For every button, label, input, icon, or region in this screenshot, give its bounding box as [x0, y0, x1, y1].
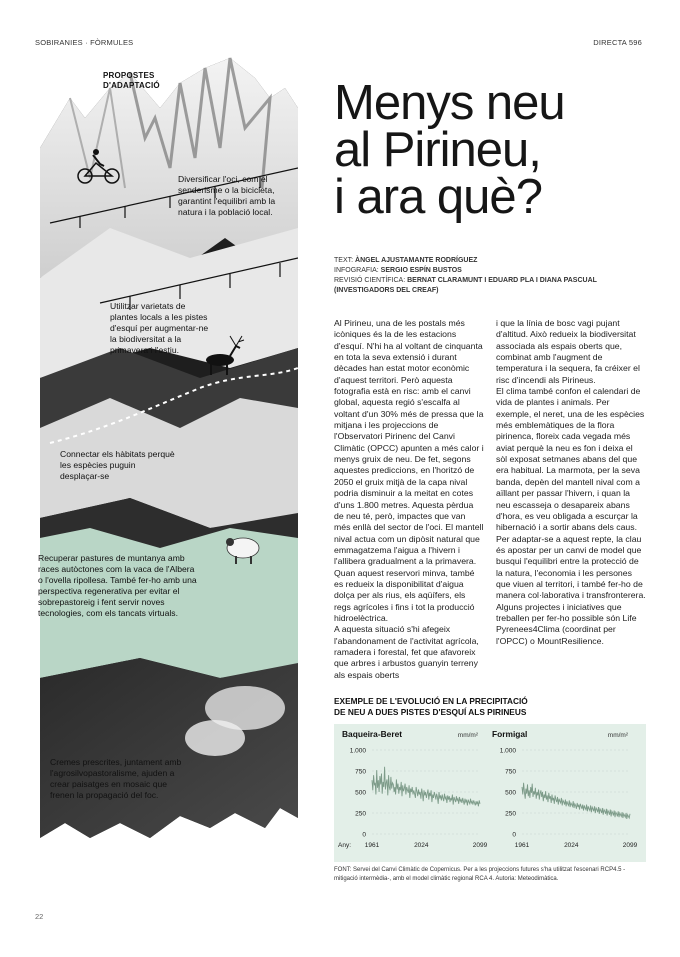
chart-unit: mm/m²	[607, 732, 628, 739]
series-line	[372, 767, 480, 807]
x-tick-label: 1961	[364, 842, 380, 849]
adaptation-label-plants: Utilitzar varietats de plantes locals a les pistes d'esquí per augmentar-ne la biodiversitat a la primavera i l'estiu.	[110, 301, 209, 355]
y-tick-label: 1.000	[349, 747, 366, 755]
paragraph: Al Pirineu, una de les postals més icòniques és la de les estacions d'esquí. N'hi ha al voltant de cinquanta en tota la seva extensió i durant dècades han estat motor econòmic d'aquest territori. Però aquesta fotografia està en risc: amb el canvi global, aquesta regió s'escalfa al voltant d'un 30% més de pressa que la mitjana i les projeccions de l'Observatori Pirinenc del Canvi Climàtic (OPCC) apunten a més calor i menys gruix de neu. De fet, segons aquestes prediccions, en l'horitzó de 2050 el gruix mitjà de la capa nival podria disminuir a la meitat en cotes d'uns 1.800 metres. Aquesta pèrdua de neu té, però, impactes que van més enllà del sector de l'oci. El mantell nival actua com un dipòsit natural que emmagatzema l'aigua a l'hivern i l'allibera gradualment a la primavera. Quan aquest reservori minva, també es redueix la disponibilitat d'aigua dolça per als rius, els aqüífers, els regs agrícoles i fins i tot la producció hidroelèctrica.	[334, 318, 484, 623]
y-tick-label: 1.000	[499, 747, 516, 755]
x-tick-label: 2024	[414, 842, 429, 849]
chart-title: Formigal	[492, 729, 528, 739]
y-tick-label: 0	[362, 831, 366, 839]
paragraph: Per adaptar-se a aquest repte, la clau és apostar per un canvi de model que busqui l'equilibri entre la protecció de la natura, l'economia i les persones que viuen al territori, i també fer-ho de manera col·laborativa i transfronterera. Alguns projectes i iniciatives que treballen per fer-ho possible són Life Pyrenees4Clima (coordinat per l'OPCC) o MountResilience.	[496, 533, 646, 646]
y-tick-label: 500	[505, 789, 516, 797]
y-tick-label: 750	[355, 768, 366, 776]
y-tick-label: 500	[355, 789, 366, 797]
adaptation-label-pastures: Recuperar pastures de muntanya amb races autòctones com la vaca de l'Albera o l'ovella ripollesa. També fer-ho amb una perspectiva regenerativa per evitar el sobrepastoreig i fent servir noves tecnologies, com els tancats virtuals.	[38, 553, 197, 618]
x-tick-label: 1961	[514, 842, 530, 849]
paragraph: A aquesta situació s'hi afegeix l'abandonament de l'activitat agrícola, ramadera i forestal, fet que afavoreix que arbres i arbustos guanyin terreny als espais oberts	[334, 624, 479, 680]
page-number: 22	[35, 912, 44, 921]
y-tick-label: 250	[355, 810, 366, 818]
y-tick-label: 250	[505, 810, 516, 818]
adaptation-heading: PROPOSTES D'ADAPTACIÓ	[103, 71, 160, 90]
article-column-2	[496, 318, 646, 647]
y-tick-label: 750	[505, 768, 516, 776]
chart-section-title: EXEMPLE DE L'EVOLUCIÓ EN LA PRECIPITACIÓ DE NEU A DUES PISTES D'ESQUÍ ALS PIRINEUS	[334, 696, 528, 717]
adaptation-label-habitats: Connectar els hàbitats perquè les espècies puguin desplaçar-se	[60, 449, 175, 481]
x-tick-label: 2024	[564, 842, 579, 849]
adaptation-label-leisure: Diversificar l'oci, com el senderisme o la bicicleta, garantint l'equilibri amb la natura i la població local.	[178, 174, 276, 217]
y-tick-label: 0	[512, 831, 516, 839]
series-line	[522, 783, 630, 819]
adaptation-label-burns: Cremes prescrites, juntament amb l'agrosilvopastoralisme, ajuden a crear paisatges en mosaic que frenen la propagació del foc.	[50, 757, 182, 800]
illustration-panel	[30, 48, 298, 910]
chart-source: FONT: Servei del Canvi Climàtic de Copernicus. Per a les projeccions futures s'ha utilitzat l'escenari RCP4.5 -mitigació intermèdia-, amb el model climàtic regional RCA 4. Autoria: Meteodimàtica.	[334, 867, 626, 882]
article-column-1	[334, 318, 484, 681]
section-header: SOBIRANIES · FÒRMULES	[35, 38, 134, 47]
paragraph: i que la línia de bosc vagi pujant d'altitud. Això redueix la biodiversitat associada als espais oberts que, combinat amb l'augment de temperatura i la sequera, fa créixer el risc d'incendi als Pirineus.	[496, 318, 640, 385]
x-tick-label: 2099	[622, 842, 638, 849]
article-title: Menys neu al Pirineu, i ara què?	[334, 76, 565, 224]
snow-charts	[334, 724, 646, 862]
article-credits: TEXT: ÀNGEL AJUSTAMANTE RODRÍGUEZ INFOGRAFIA: SERGIO ESPÍN BUSTOS REVISIÓ CIENTÍFICA: BERNAT CLARAMUNT I EDUARD PLA I DIANA PASCUAL (INVESTIGADORS DEL CREAF)	[334, 257, 597, 294]
issue-header: DIRECTA 596	[593, 38, 642, 47]
x-axis-prefix: Any:	[338, 842, 352, 849]
chart-panel	[334, 724, 646, 862]
x-tick-label: 2099	[472, 842, 488, 849]
chart-unit: mm/m²	[457, 732, 478, 739]
paragraph: El clima també confon el calendari de vida de plantes i animals. Per exemple, el neret, una de les espècies més emblemàtiques de la flora pirinenca, floreix cada vegada més aviat perquè la neu es fon i deixa el sòl exposat setmanes abans del que era habitual. La marmota, per la seva banda, depèn del mantell nival com a aïllant per passar l'hivern, i quan la neu escasseja o desapareix abans d'hora, es veu obligada a escurçar la hibernació i a sortir abans dels caus.	[496, 386, 645, 533]
chart-title: Baqueira-Beret	[342, 729, 403, 739]
